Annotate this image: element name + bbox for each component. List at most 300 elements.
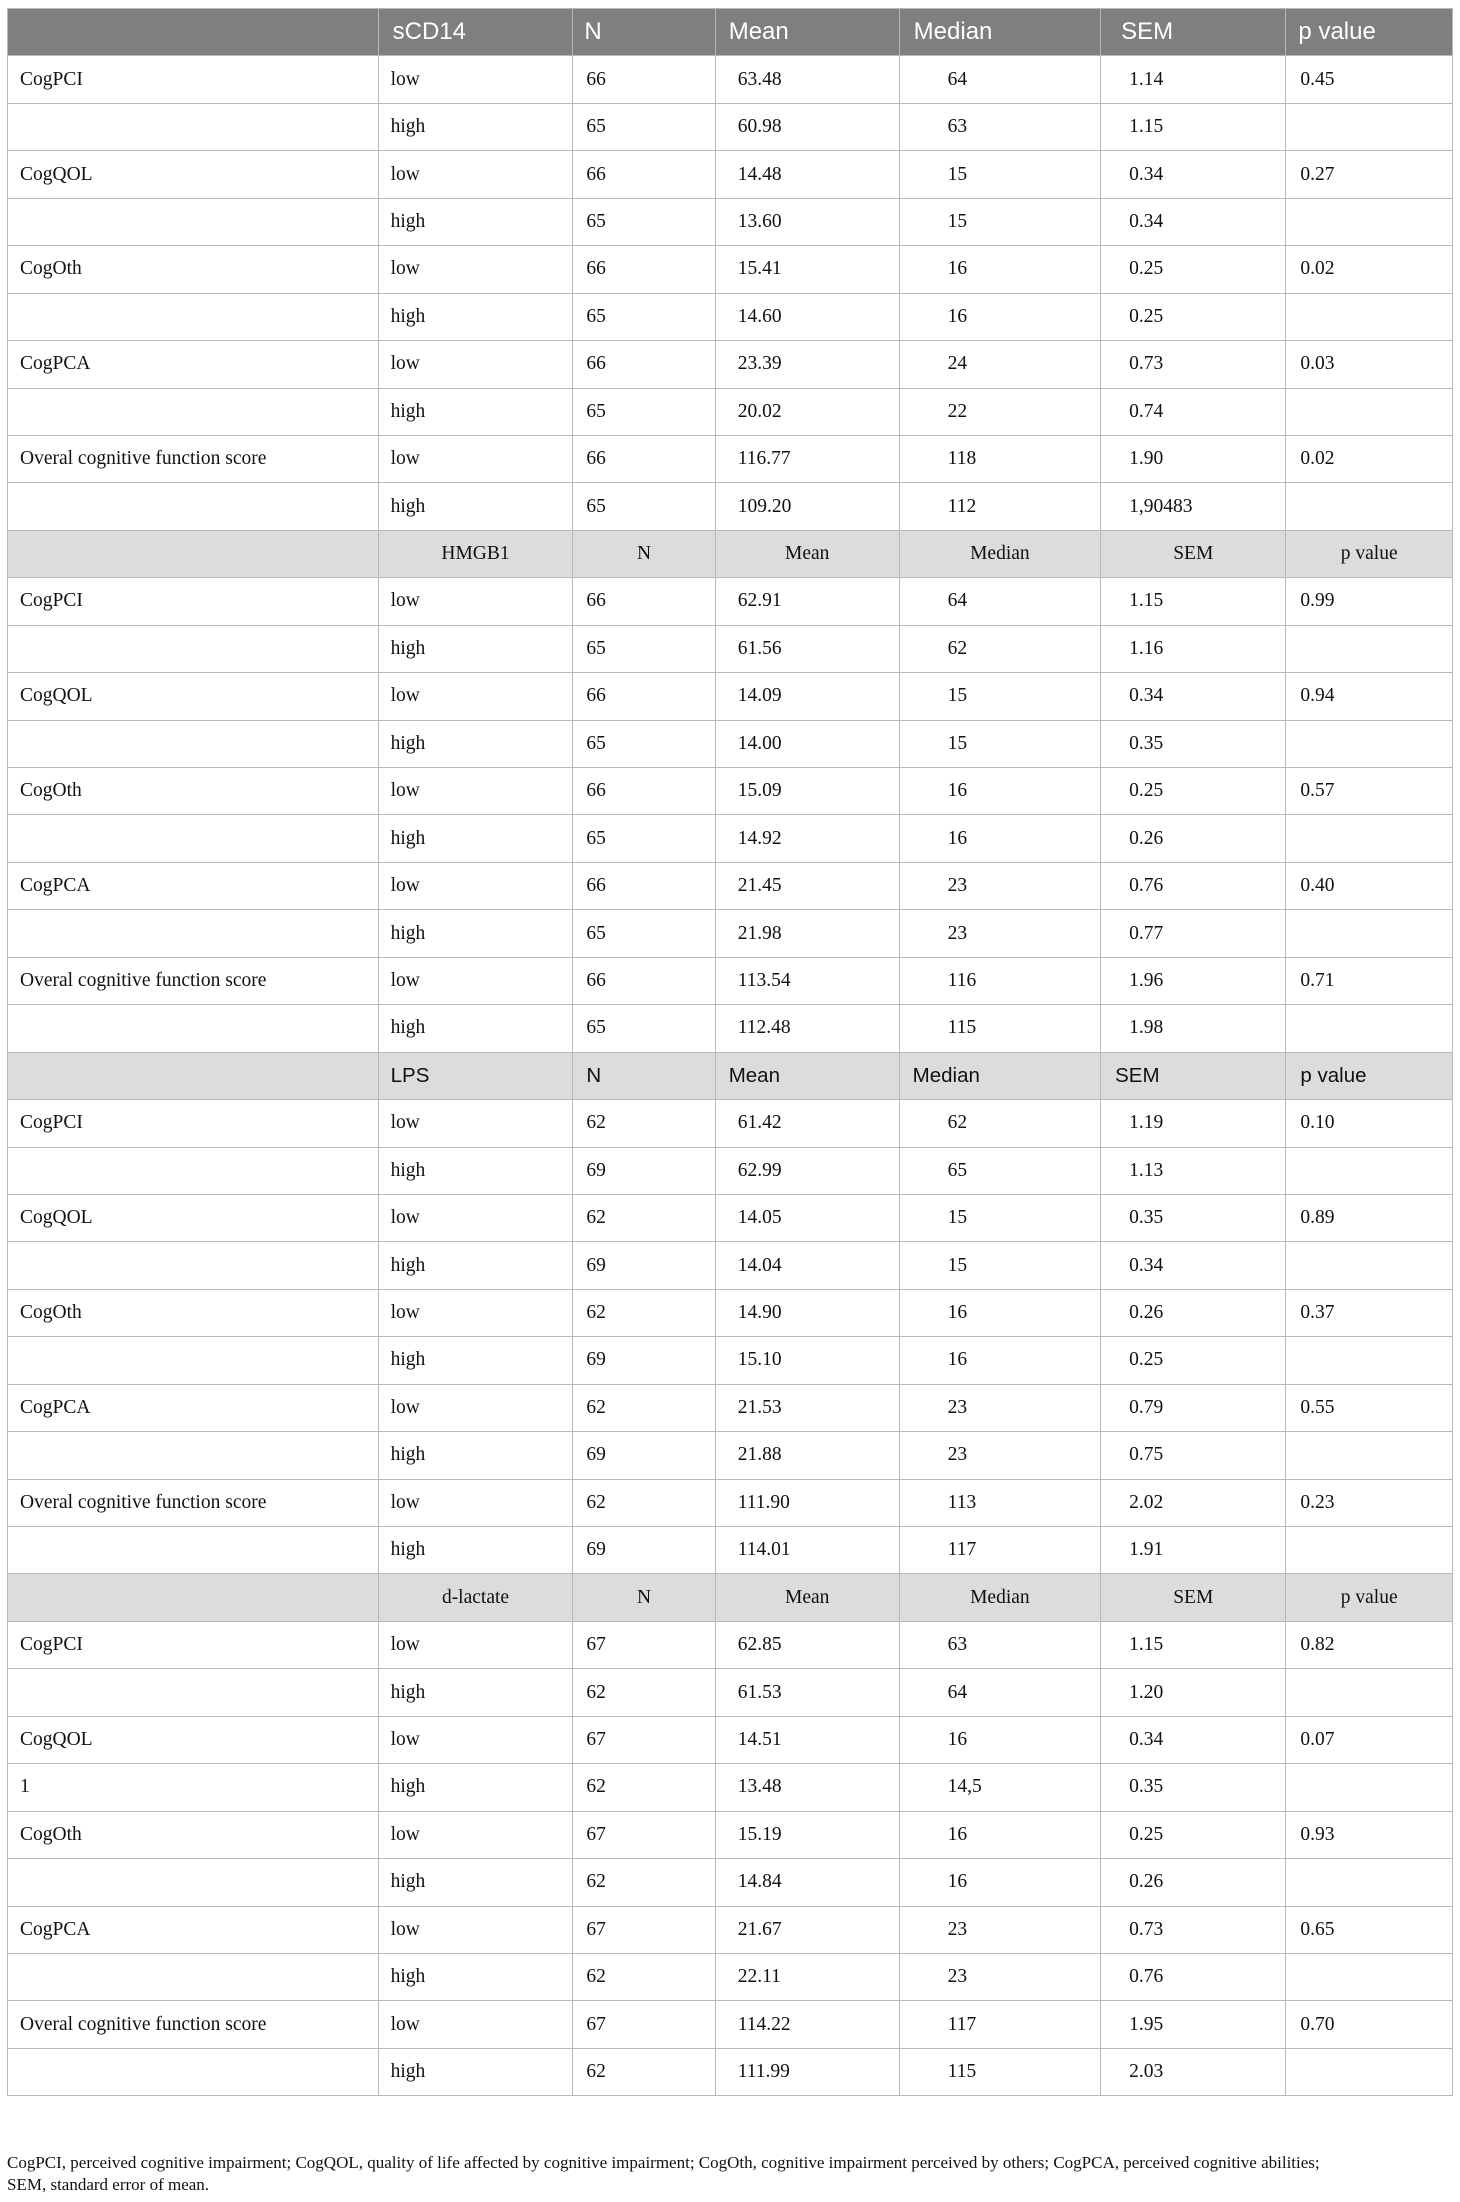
- table-cell: CogQOL: [8, 151, 379, 198]
- table-cell: CogQOL: [8, 1194, 379, 1241]
- table-row: [8, 2001, 1453, 2048]
- table-cell: [8, 293, 379, 340]
- table-footnote: [7, 2152, 1453, 2196]
- table-cell: 0.94: [1286, 673, 1453, 720]
- cognitive-function-table: [7, 8, 1453, 2096]
- table-cell: CogPCI: [8, 578, 379, 625]
- table-row: [8, 198, 1453, 245]
- table-cell: low: [378, 2001, 573, 2048]
- table-cell: 14.05: [715, 1194, 899, 1241]
- table-cell: 113.54: [715, 957, 899, 1004]
- table-cell: 114.01: [715, 1527, 899, 1574]
- table-row: [8, 1527, 1453, 1574]
- table-row: [8, 1100, 1453, 1147]
- table-cell: 13.60: [715, 198, 899, 245]
- table-cell: 0.45: [1286, 56, 1453, 103]
- table-cell: 21.53: [715, 1384, 899, 1431]
- table-row: [8, 341, 1453, 388]
- table-cell: 15: [899, 1194, 1100, 1241]
- table-cell: 21.45: [715, 862, 899, 909]
- table-body: [8, 9, 1453, 2096]
- table-cell: 1,90483: [1101, 483, 1286, 530]
- table-cell: [1286, 483, 1453, 530]
- table-cell: 23: [899, 910, 1100, 957]
- table-cell: 66: [573, 768, 715, 815]
- table-cell: Overal cognitive function score: [8, 1479, 379, 1526]
- table-cell: 115: [899, 2048, 1100, 2095]
- table-cell: CogOth: [8, 1811, 379, 1858]
- table-cell: 0.82: [1286, 1621, 1453, 1668]
- table-row: [8, 246, 1453, 293]
- table-cell: 0.03: [1286, 341, 1453, 388]
- table-cell: 0.37: [1286, 1289, 1453, 1336]
- table-cell: [8, 1242, 379, 1289]
- table-cell: 0.27: [1286, 151, 1453, 198]
- table-cell: CogPCI: [8, 1100, 379, 1147]
- table-cell: 66: [573, 957, 715, 1004]
- table-cell: 16: [899, 293, 1100, 340]
- column-header: SEM: [1101, 9, 1286, 56]
- table-row: [8, 1432, 1453, 1479]
- table-cell: 62: [899, 625, 1100, 672]
- table-cell: [8, 815, 379, 862]
- table-cell: 0.76: [1101, 862, 1286, 909]
- table-cell: 0.26: [1101, 1289, 1286, 1336]
- table-cell: [8, 1005, 379, 1052]
- table-cell: [8, 720, 379, 767]
- table-row: [8, 151, 1453, 198]
- column-header: p value: [1286, 1574, 1453, 1621]
- table-cell: [8, 1859, 379, 1906]
- table-cell: [1286, 1005, 1453, 1052]
- table-cell: CogOth: [8, 246, 379, 293]
- table-row: [8, 768, 1453, 815]
- table-cell: 0.34: [1101, 198, 1286, 245]
- table-cell: [1286, 1147, 1453, 1194]
- table-row: [8, 1906, 1453, 1953]
- table-row: [8, 1811, 1453, 1858]
- section-header-row: [8, 1052, 1453, 1099]
- table-cell: 111.90: [715, 1479, 899, 1526]
- table-cell: low: [378, 1811, 573, 1858]
- table-cell: [8, 1953, 379, 2000]
- table-row: [8, 56, 1453, 103]
- table-cell: CogPCA: [8, 862, 379, 909]
- table-cell: 1.96: [1101, 957, 1286, 1004]
- table-cell: 112.48: [715, 1005, 899, 1052]
- header-blank-cell: [8, 530, 379, 577]
- column-header: Mean: [715, 9, 899, 56]
- table-cell: 1.15: [1101, 1621, 1286, 1668]
- column-header: SEM: [1101, 1574, 1286, 1621]
- table-cell: 61.53: [715, 1669, 899, 1716]
- table-cell: [1286, 1764, 1453, 1811]
- table-cell: CogPCA: [8, 341, 379, 388]
- table-cell: Overal cognitive function score: [8, 435, 379, 482]
- table-row: [8, 435, 1453, 482]
- table-cell: Overal cognitive function score: [8, 2001, 379, 2048]
- table-cell: 15.41: [715, 246, 899, 293]
- table-cell: low: [378, 1716, 573, 1763]
- header-blank-cell: [8, 9, 379, 56]
- table-row: [8, 1289, 1453, 1336]
- table-cell: 65: [573, 815, 715, 862]
- table-cell: 16: [899, 1811, 1100, 1858]
- table-cell: high: [378, 293, 573, 340]
- marker-name: HMGB1: [378, 530, 573, 577]
- table-cell: 14.09: [715, 673, 899, 720]
- table-cell: low: [378, 1100, 573, 1147]
- table-cell: 67: [573, 1811, 715, 1858]
- results-table-container: [7, 8, 1453, 2096]
- table-cell: high: [378, 1432, 573, 1479]
- table-cell: 1.15: [1101, 578, 1286, 625]
- table-cell: [8, 1337, 379, 1384]
- table-cell: 69: [573, 1527, 715, 1574]
- table-row: [8, 1669, 1453, 1716]
- table-cell: 16: [899, 768, 1100, 815]
- table-cell: CogPCI: [8, 1621, 379, 1668]
- table-cell: 15: [899, 151, 1100, 198]
- table-cell: high: [378, 1242, 573, 1289]
- table-cell: 0.55: [1286, 1384, 1453, 1431]
- table-cell: high: [378, 483, 573, 530]
- table-cell: 13.48: [715, 1764, 899, 1811]
- column-header: Mean: [715, 530, 899, 577]
- table-cell: high: [378, 388, 573, 435]
- table-cell: CogPCA: [8, 1906, 379, 1953]
- table-cell: high: [378, 625, 573, 672]
- table-cell: 63.48: [715, 56, 899, 103]
- table-cell: 2.02: [1101, 1479, 1286, 1526]
- table-cell: high: [378, 720, 573, 767]
- table-cell: 62.85: [715, 1621, 899, 1668]
- table-row: [8, 293, 1453, 340]
- table-cell: low: [378, 578, 573, 625]
- table-cell: 15.09: [715, 768, 899, 815]
- table-cell: 16: [899, 1337, 1100, 1384]
- table-cell: 62: [573, 1289, 715, 1336]
- table-cell: 0.77: [1101, 910, 1286, 957]
- table-cell: 64: [899, 56, 1100, 103]
- column-header: N: [573, 530, 715, 577]
- table-cell: 63: [899, 1621, 1100, 1668]
- section-header-row: [8, 9, 1453, 56]
- table-cell: 21.67: [715, 1906, 899, 1953]
- column-header: Median: [899, 530, 1100, 577]
- table-cell: 1.20: [1101, 1669, 1286, 1716]
- table-cell: 0.26: [1101, 815, 1286, 862]
- table-cell: 1.19: [1101, 1100, 1286, 1147]
- table-cell: [8, 198, 379, 245]
- table-cell: 0.34: [1101, 1242, 1286, 1289]
- table-row: [8, 1716, 1453, 1763]
- section-header-row: [8, 1574, 1453, 1621]
- table-cell: 0.99: [1286, 578, 1453, 625]
- table-row: [8, 483, 1453, 530]
- table-cell: 20.02: [715, 388, 899, 435]
- table-cell: 65: [573, 103, 715, 150]
- table-cell: 0.89: [1286, 1194, 1453, 1241]
- table-cell: 23.39: [715, 341, 899, 388]
- table-cell: 1.91: [1101, 1527, 1286, 1574]
- table-cell: [1286, 1337, 1453, 1384]
- table-cell: high: [378, 910, 573, 957]
- table-cell: 0.35: [1101, 1194, 1286, 1241]
- table-cell: low: [378, 56, 573, 103]
- table-cell: [1286, 198, 1453, 245]
- column-header: SEM: [1101, 530, 1286, 577]
- marker-name: sCD14: [378, 9, 573, 56]
- table-cell: 1.98: [1101, 1005, 1286, 1052]
- table-cell: 66: [573, 56, 715, 103]
- table-cell: 0.25: [1101, 293, 1286, 340]
- table-cell: CogOth: [8, 1289, 379, 1336]
- table-cell: 65: [573, 293, 715, 340]
- table-cell: 65: [573, 720, 715, 767]
- table-cell: 66: [573, 435, 715, 482]
- table-cell: Overal cognitive function score: [8, 957, 379, 1004]
- table-cell: 0.10: [1286, 1100, 1453, 1147]
- table-row: [8, 1384, 1453, 1431]
- table-cell: 1.14: [1101, 56, 1286, 103]
- table-cell: 0.73: [1101, 341, 1286, 388]
- marker-name: d-lactate: [378, 1574, 573, 1621]
- table-cell: 66: [573, 341, 715, 388]
- table-row: [8, 1337, 1453, 1384]
- column-header: Mean: [715, 1574, 899, 1621]
- table-cell: 0.25: [1101, 246, 1286, 293]
- table-cell: low: [378, 1906, 573, 1953]
- column-header: p value: [1286, 1052, 1453, 1099]
- column-header: N: [573, 9, 715, 56]
- table-cell: 116.77: [715, 435, 899, 482]
- table-cell: low: [378, 246, 573, 293]
- table-cell: [8, 2048, 379, 2095]
- table-cell: high: [378, 198, 573, 245]
- table-cell: CogQOL: [8, 1716, 379, 1763]
- table-row: [8, 1479, 1453, 1526]
- table-cell: 0.34: [1101, 151, 1286, 198]
- table-row: [8, 1147, 1453, 1194]
- table-row: [8, 1953, 1453, 2000]
- table-cell: 113: [899, 1479, 1100, 1526]
- table-cell: 65: [573, 388, 715, 435]
- table-cell: 14.00: [715, 720, 899, 767]
- table-row: [8, 910, 1453, 957]
- table-cell: 69: [573, 1147, 715, 1194]
- table-cell: 14.84: [715, 1859, 899, 1906]
- table-cell: 0.02: [1286, 435, 1453, 482]
- table-cell: [8, 103, 379, 150]
- column-header: p value: [1286, 530, 1453, 577]
- table-cell: 0.65: [1286, 1906, 1453, 1953]
- column-header: Median: [899, 1052, 1100, 1099]
- table-cell: 2.03: [1101, 2048, 1286, 2095]
- table-cell: [8, 1432, 379, 1479]
- table-cell: 69: [573, 1242, 715, 1289]
- table-cell: 1.90: [1101, 435, 1286, 482]
- table-cell: 65: [573, 625, 715, 672]
- table-cell: 0.25: [1101, 1811, 1286, 1858]
- table-cell: 111.99: [715, 2048, 899, 2095]
- table-cell: CogPCA: [8, 1384, 379, 1431]
- table-cell: 0.25: [1101, 768, 1286, 815]
- table-cell: [1286, 720, 1453, 767]
- table-cell: high: [378, 1764, 573, 1811]
- table-row: [8, 1621, 1453, 1668]
- table-cell: 62: [573, 1764, 715, 1811]
- table-cell: 67: [573, 1906, 715, 1953]
- table-cell: high: [378, 815, 573, 862]
- table-cell: 23: [899, 1432, 1100, 1479]
- table-cell: 1: [8, 1764, 379, 1811]
- table-cell: 116: [899, 957, 1100, 1004]
- table-cell: CogOth: [8, 768, 379, 815]
- table-row: [8, 862, 1453, 909]
- table-cell: 0.25: [1101, 1337, 1286, 1384]
- table-cell: [8, 388, 379, 435]
- table-cell: 67: [573, 1621, 715, 1668]
- table-cell: 61.56: [715, 625, 899, 672]
- table-cell: [1286, 1669, 1453, 1716]
- table-cell: 14.60: [715, 293, 899, 340]
- table-cell: 62: [573, 1384, 715, 1431]
- table-row: [8, 1242, 1453, 1289]
- footnote-line-1: CogPCI, perceived cognitive impairment; CogQOL, quality of life affected by cognitive impairment; CogOth, cognitive impairment perceived by others; CogPCA, perceived cognitive abilities;: [7, 2153, 1320, 2172]
- table-cell: 63: [899, 103, 1100, 150]
- table-cell: [1286, 625, 1453, 672]
- table-cell: low: [378, 1194, 573, 1241]
- column-header: p value: [1286, 9, 1453, 56]
- table-cell: [1286, 1527, 1453, 1574]
- table-cell: 62: [573, 1100, 715, 1147]
- table-cell: 23: [899, 862, 1100, 909]
- table-cell: 66: [573, 673, 715, 720]
- table-cell: 0.35: [1101, 1764, 1286, 1811]
- table-cell: 14.48: [715, 151, 899, 198]
- table-cell: 65: [899, 1147, 1100, 1194]
- table-row: [8, 103, 1453, 150]
- table-cell: 15.19: [715, 1811, 899, 1858]
- table-cell: 23: [899, 1953, 1100, 2000]
- table-cell: [1286, 1953, 1453, 2000]
- table-cell: 14.90: [715, 1289, 899, 1336]
- table-cell: [1286, 1432, 1453, 1479]
- table-cell: 65: [573, 483, 715, 530]
- table-cell: [1286, 1859, 1453, 1906]
- table-cell: 0.71: [1286, 957, 1453, 1004]
- table-cell: [1286, 2048, 1453, 2095]
- table-cell: [8, 625, 379, 672]
- table-cell: [8, 483, 379, 530]
- table-cell: 66: [573, 151, 715, 198]
- table-cell: 62: [899, 1100, 1100, 1147]
- table-cell: 14.92: [715, 815, 899, 862]
- table-cell: 109.20: [715, 483, 899, 530]
- table-cell: high: [378, 103, 573, 150]
- table-cell: 67: [573, 2001, 715, 2048]
- table-cell: 0.57: [1286, 768, 1453, 815]
- table-cell: CogPCI: [8, 56, 379, 103]
- table-cell: 0.35: [1101, 720, 1286, 767]
- table-cell: 66: [573, 578, 715, 625]
- table-cell: high: [378, 1527, 573, 1574]
- table-cell: 62: [573, 1194, 715, 1241]
- column-header: Median: [899, 1574, 1100, 1621]
- table-cell: low: [378, 1479, 573, 1526]
- table-cell: 62: [573, 1669, 715, 1716]
- table-cell: [1286, 910, 1453, 957]
- table-cell: 16: [899, 246, 1100, 293]
- table-cell: 0.79: [1101, 1384, 1286, 1431]
- table-cell: 62: [573, 1953, 715, 2000]
- table-cell: [1286, 293, 1453, 340]
- table-cell: 16: [899, 1859, 1100, 1906]
- table-cell: 23: [899, 1384, 1100, 1431]
- table-cell: CogQOL: [8, 673, 379, 720]
- table-cell: 0.75: [1101, 1432, 1286, 1479]
- table-cell: 21.88: [715, 1432, 899, 1479]
- table-cell: 118: [899, 435, 1100, 482]
- table-cell: 69: [573, 1432, 715, 1479]
- table-cell: high: [378, 1337, 573, 1384]
- column-header: SEM: [1101, 1052, 1286, 1099]
- table-cell: 14,5: [899, 1764, 1100, 1811]
- table-cell: 22: [899, 388, 1100, 435]
- table-cell: high: [378, 1669, 573, 1716]
- table-cell: 62: [573, 2048, 715, 2095]
- footnote-line-2: SEM, standard error of mean.: [7, 2175, 210, 2194]
- table-cell: high: [378, 1147, 573, 1194]
- column-header: Median: [899, 9, 1100, 56]
- table-row: [8, 2048, 1453, 2095]
- table-cell: high: [378, 1953, 573, 2000]
- table-cell: 0.23: [1286, 1479, 1453, 1526]
- table-cell: 117: [899, 2001, 1100, 2048]
- table-cell: 1.15: [1101, 103, 1286, 150]
- table-cell: 0.02: [1286, 246, 1453, 293]
- table-cell: 16: [899, 1716, 1100, 1763]
- table-cell: [1286, 815, 1453, 862]
- table-cell: high: [378, 2048, 573, 2095]
- table-cell: low: [378, 151, 573, 198]
- table-row: [8, 1005, 1453, 1052]
- table-cell: low: [378, 435, 573, 482]
- table-cell: high: [378, 1859, 573, 1906]
- table-row: [8, 1194, 1453, 1241]
- table-cell: 15: [899, 198, 1100, 245]
- table-cell: 1.13: [1101, 1147, 1286, 1194]
- table-cell: [1286, 1242, 1453, 1289]
- table-cell: 65: [573, 1005, 715, 1052]
- table-cell: 23: [899, 1906, 1100, 1953]
- table-cell: 16: [899, 815, 1100, 862]
- table-cell: 61.42: [715, 1100, 899, 1147]
- table-cell: low: [378, 1384, 573, 1431]
- table-cell: 62.99: [715, 1147, 899, 1194]
- table-cell: 16: [899, 1289, 1100, 1336]
- table-cell: 115: [899, 1005, 1100, 1052]
- table-cell: 1.95: [1101, 2001, 1286, 2048]
- table-row: [8, 625, 1453, 672]
- table-row: [8, 1859, 1453, 1906]
- table-cell: 0.76: [1101, 1953, 1286, 2000]
- table-cell: 0.26: [1101, 1859, 1286, 1906]
- table-cell: 22.11: [715, 1953, 899, 2000]
- table-row: [8, 673, 1453, 720]
- table-cell: 67: [573, 1716, 715, 1763]
